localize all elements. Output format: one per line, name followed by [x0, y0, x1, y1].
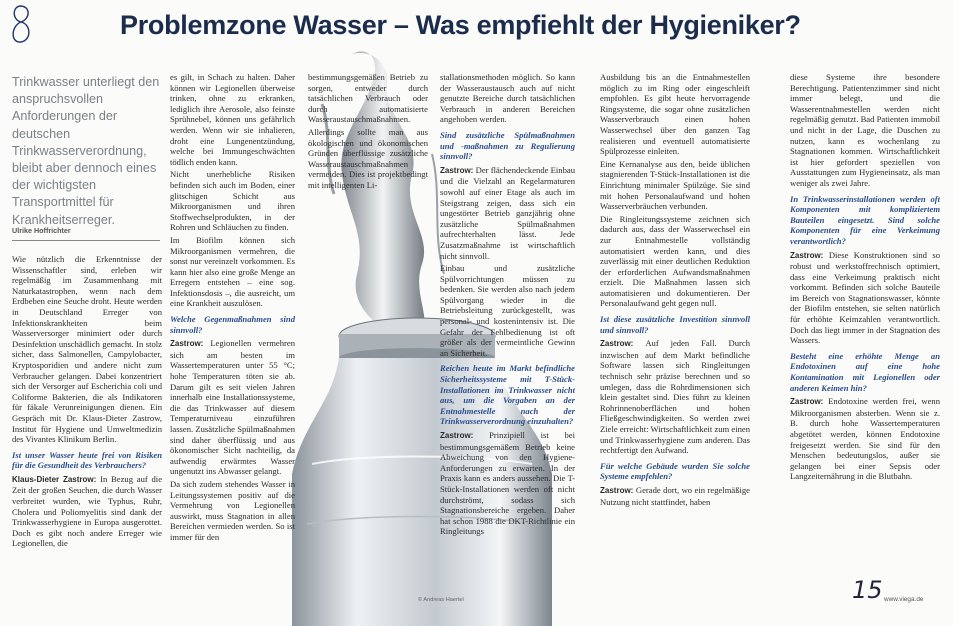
interview-answer: [440, 165, 575, 261]
photo-credit: © Andreas Haertel: [418, 597, 464, 603]
body-paragraph: Nicht unerhebliche Risiken befinden sich auch im Boden, einer glitschigen Schicht aus Mikroorganismen und ihren Stoffwechselprodukten, in der Rohren und Schläuchen zu finden.: [170, 169, 295, 233]
answer-text: Legionellen vermehren sich am besten im Wassertemperaturen unter 55 °C; hohe Temperaturen töten sie ab. Darum gilt es seit vielen Jahren innerhalb eine Installationssysteme, die das Trinkwasser auf diesem Temperaturniveau einzuführen lassen. Zusätzliche Spülmaßnahmen sind daher überflüssig und aus ökonomischer Sicht nachteilig, da aufwendig erwärmtes Wasser ungenutzt ins Abwasser gelangt.: [170, 338, 295, 477]
answer-text: In Bezug auf die Zeit der großen Seuchen, die durch Wasser verbreitet wurden, wie Typhus, Ruhr, Cholera und Poliomyelitis sind dank der Trinkwasserhygiene in Europa ausgerottet. Doch es gibt noch andere Erreger wie Legionellen, die: [12, 473, 162, 549]
body-paragraph: Ausbildung bis an die Entnahmestellen möglich zu im Ring oder eingeschleift empfohlen. Es gibt heute hervorragende Ringsysteme, die sogar ohne zusätzlichen Wasserverbrauch einen hohen Wasserwechsel über den ganzen Tag realisieren und eventuell automatisierte Spülprozesse einleiten.: [600, 72, 750, 157]
interview-question: Ist unser Wasser heute frei von Risiken für die Gesundheit des Verbrauchers?: [12, 449, 162, 471]
interview-question: Ist diese zusätzliche Investition sinnvoll und sinnvoll?: [600, 314, 750, 335]
answer-text: Endotoxine werden frei, wenn Mikroorganismen absterben. Wenn sie z. B. durch hohe Wassertemperaturen abgetötet werden, können Endotoxine freigesetzt werden. Sie sind für den Menschen bedeutungslos, außer sie gelangen bei einer Sepsis oder Langzeiternährung in die Blutbahn.: [790, 396, 940, 482]
speaker-label: Klaus-Dieter Zastrow:: [12, 474, 101, 484]
article-column-6: [790, 72, 940, 572]
body-paragraph: Allerdings sollte man aus ökologischen und ökonomischen Gründen überflüssige zusätzliche Wasseraustauschmaßnahmen vermeiden. Dies ist projektbedingt mit intelligenten Li-: [308, 126, 428, 190]
lead-paragraph: Trinkwasser unterliegt den anspruchsvollen Anforderungen der deutschen Trinkwasserverordnung, bleibt aber dennoch eines der wichtigsten Transportmittel für Krankheitserreger.: [12, 75, 160, 227]
interview-answer: [12, 474, 162, 549]
svg-text:15: 15: [852, 576, 883, 604]
interview-question: In Trinkwasserinstallationen werden oft Komponenten mit kompliziertem Bauteilen eingesetzt. Sind solche Komponenten für eine Verkeimung verantwortlich?: [790, 193, 940, 246]
answer-text: Prinzipiell ist bei bestimmungsgemäßem Betrieb keine Abweichung von den Hygiene-Anforderungen zu erwarten. In der Praxis kann es anders aussehen. Die T-Stück-Installationen werden oft nicht durchströmt, sodass sich Stagnationsbereiche ergeben. Daher hat schon 1988 die DKT-Richtlinie ein Ringleitungs: [440, 430, 575, 537]
body-paragraph: Die Ringleitungssysteme zeichnen sich dadurch aus, dass der Wasserwechsel ein zur Entnahmestelle vollständig automatisiert werden kann, und dies zuverlässig mit einer deutlichen Reduktion der erforderlichen Aufwandsmaßnahmen erzielt. Die Maßnahmen lassen sich automatisieren und dokumentieren. Der Personalaufwand geht gegen null.: [600, 213, 750, 309]
body-paragraph: Einbau und zusätzliche Spülvorrichtungen müssen zu bedenken. Sie werden also nach jedem Spülvorgang wieder in die Betriebsleitung zurückgestellt, was personal- und kostenintensiv ist. Die Gefahr der Fehlbedienung ist oft größer als der vermeintliche Gewinn an Sicherheit.: [440, 263, 575, 358]
answer-text: Gerade dort, wo ein regelmäßige Nutzung nicht stattfindet, haben: [600, 484, 750, 507]
body-paragraph: Da sich zudem stehendes Wasser in Leitungssystemen positiv auf die Vermehrung von Legionellen auswirkt, muss Stagnation in allen Bereichen vermieden werden. So ist immer für den: [170, 478, 295, 542]
interview-answer: [170, 338, 295, 477]
speaker-label: Zastrow:: [170, 339, 211, 349]
speaker-label: Zastrow:: [600, 485, 636, 495]
answer-text: Auf jeden Fall. Durch inzwischen auf dem Markt befindliche Software lassen sich Ringleitungen technisch sehr präzise berechnen und so umlegen, dass die Rohrdimensionen sich klein gestaltet sind. Dies führt zu kleinen Rohrinnenoberflächen und hohen Fließgeschwindigkeiten. So werden zwei Ziele erreicht: Wirtschaftlichkeit zum einen und Trinkwasserhygiene zum anderen. Das rechtfertigt den Aufwand.: [600, 338, 750, 456]
answer-text: Der flächendeckende Einbau und die Vielzahl an Regelarmaturen sowohl auf einer Etage als auch im Steigstrang zeigen, dass sich ein ungestörter Betrieb ganzjährig ohne zusätzliche Spülmaßnahmen aufrechterhalten lässt. Jede Zusatzmaßnahme ist wirtschaftlich nicht sinnvoll.: [440, 164, 575, 261]
article-column-2: [170, 72, 295, 602]
article-column-1: [12, 254, 162, 599]
body-paragraph: diese Systeme ihre besondere Berechtigung. Patientenzimmer sind nicht immer belegt, und die Wasserentnahmestellen werden nicht regelmäßig genutzt. Bad Patienten immobil und nicht in der Lage, die Duschen zu nutzen, kann es wochenlang zu Stagnationen kommen. Wirtschaftlichkeit ist hier gefordert speziellen von Ausstattungen zum Hygieneinsatz, als man weniger als zwei Jahre.: [790, 72, 940, 188]
body-paragraph: es gilt, in Schach zu halten. Daher können wir Legionellen überweise trinken, ohne zu erkranken, lediglich ihre Aerosole, also feinste Sprühnebel, können uns gefährlich werden. Wenn wir sie inhalieren, droht eine Lungenentzündung, welche bei Immungeschwächten tödlich enden kann.: [170, 72, 295, 167]
body-paragraph: Wie nützlich die Erkenntnisse der Wissenschaftler sind, erleben wir regelmäßig im Zusammenhang mit Naturkatastrophen, wenn nach dem Erdbeben eine Seuche droht. Heute werden in Deutschland Erreger von Infektionskrankheiten beim Wasserversorger minimiert oder durch Desinfektion unschädlich gemacht. In stolz sicher, dass Salmonellen, Campylobacter, Kryptosporidien und andere nicht zum Verbraucher gelangen. Dabei konzentriert sich der Versorger auf Escherichia coli und Coliforme Bakterien, die als Indikatoren für fäkale Verunreinigungen dienen. Ein Gespräch mit Dr. Klaus-Dieter Zastrow, Institut für Hygiene und Umweltmedizin des Vivantes Klinikum Berlin.: [12, 254, 162, 445]
article-column-4: [440, 72, 575, 602]
interview-answer: [790, 250, 940, 346]
author-name: Ulrike Hoffrichter: [12, 226, 71, 235]
body-paragraph: Eine Kernanalyse aus den, beide üblichen stagnierenden T-Stück-Installationen ist die Einrichtung minimaler Spülzüge. Sie sind mit hohen Personalaufwand und hohen Wasserverbräuchen verbunden.: [600, 158, 750, 212]
author-divider: [12, 240, 160, 241]
speaker-label: Zastrow:: [440, 165, 476, 175]
interview-answer: [600, 485, 750, 507]
speaker-label: Zastrow:: [440, 431, 490, 440]
body-paragraph: Im Biofilm können sich Mikroorganismen vermehren, die sonst nur vereinzelt vorkommen. Es kann hier also eine große Menge an Erregern entstehen – eine sog. Infektionsdosis –, die ausreicht, um eine Krankheit auszulösen.: [170, 234, 295, 309]
speaker-label: Zastrow:: [790, 397, 829, 407]
answer-text: Diese Konstruktionen sind so robust und werkstoffrechnisch optimiert, dass eine Verkeimung praktisch nicht vorkommt. Befinden sich solche Bauteile im Bereich von Stagnationswasser, könnte der Biofilm entstehen, sie selten natürlich für erhöhte Keimzahlen verantwortlich. Doch das liegt immer in der Stagnation des Wassers.: [790, 249, 940, 346]
interview-question: Für welche Gebäude wurden Sie solche Systeme empfehlen?: [600, 460, 750, 482]
body-paragraph: bestimmungsgemäßen Betrieb zu sorgen, entweder durch tatsächlichen Verbrauch oder durch automatisierte Wasseraustauschmaßnahmen.: [308, 72, 428, 125]
body-paragraph: stallationsmethoden möglich. So kann der Wasseraustausch auch auf nicht genutzte Bereiche durch tatsächlichen Verbrauch in anderen Bereichen angehoben werden.: [440, 72, 575, 125]
handwritten-page-number: [4, 2, 38, 46]
article-column-3: [308, 72, 428, 202]
interview-answer: [790, 396, 940, 482]
interview-question: Sind zusätzliche Spülmaßnahmen und -maßnahmen zu Regulierung sinnvoll?: [440, 129, 575, 162]
interview-answer: [440, 430, 575, 537]
speaker-label: Zastrow:: [600, 339, 646, 349]
website-url: www.viega.de: [884, 596, 924, 603]
article-title: Problemzone Wasser – Was empfiehlt der Hygieniker?: [120, 10, 801, 40]
article-column-5: [600, 72, 750, 602]
interview-answer: [600, 338, 750, 456]
interview-question: Welche Gegenmaßnahmen sind sinnvoll?: [170, 314, 295, 335]
speaker-label: Zastrow:: [790, 250, 829, 260]
interview-question: Besteht eine erhöhte Menge an Endotoxinen auf eine hohe Kontamination mit Legionellen oder anderen Keimen hin?: [790, 350, 940, 393]
interview-question: Reichen heute im Markt befindliche Sicherheitssysteme mit T-Stück-Installationen im Trinkwasser nicht aus, um die Vorgaben an der Entnahmestelle nach der Trinkwasserverordnung einzuhalten?: [440, 363, 575, 427]
